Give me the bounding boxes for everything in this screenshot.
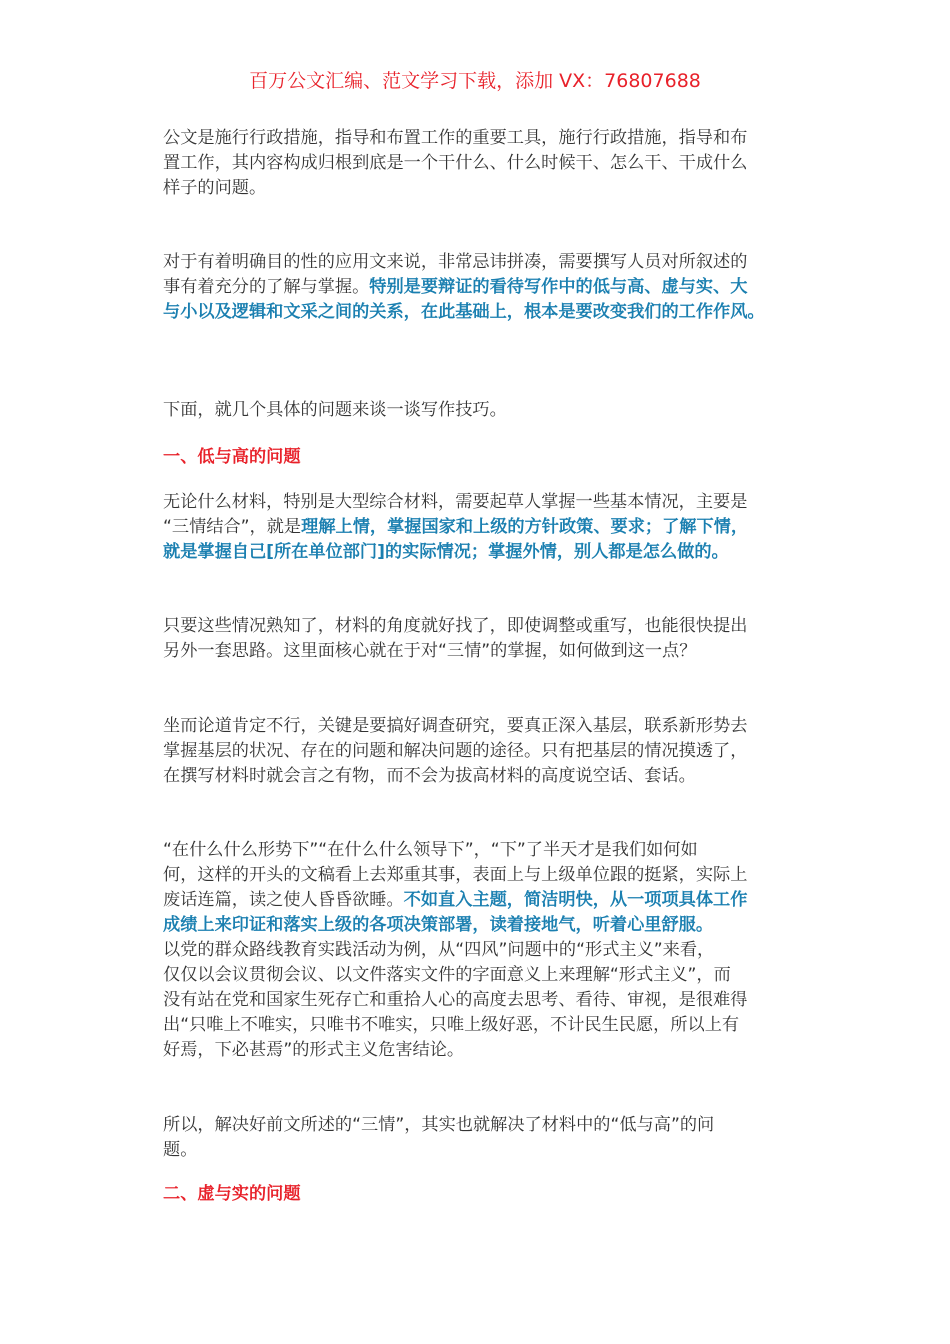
text: 好焉，下必甚焉”的形式主义危害结论。 bbox=[163, 1040, 465, 1060]
text: 何，这样的开头的文稿看上去郑重其事，表面上与上级单位跟的挺紧，实际上 bbox=[163, 865, 748, 885]
paragraph bbox=[163, 614, 803, 664]
text: 事有着充分的了解与掌握。 bbox=[163, 277, 370, 297]
text-line bbox=[163, 739, 803, 764]
highlighted-text: 与小以及逻辑和文采之间的关系，在此基础上，根本是要改变我们的工作作风。 bbox=[163, 302, 765, 322]
text: 二、虚与实的问题 bbox=[163, 1184, 301, 1204]
section-heading bbox=[163, 445, 803, 470]
paragraph bbox=[163, 1113, 803, 1163]
text: 样子的问题。 bbox=[163, 178, 267, 198]
text: 题。 bbox=[163, 1140, 198, 1160]
text-line bbox=[163, 1013, 803, 1038]
text-line bbox=[163, 938, 803, 963]
text-line bbox=[163, 126, 803, 151]
text: 在撰写材料时就会言之有物，而不会为拔高材料的高度说空话、套话。 bbox=[163, 766, 696, 786]
text-line bbox=[163, 863, 803, 888]
text-line bbox=[163, 1182, 803, 1207]
text-line bbox=[163, 300, 803, 325]
text-line bbox=[163, 398, 803, 423]
text-line bbox=[163, 838, 803, 863]
text-line bbox=[163, 614, 803, 639]
text: 所以，解决好前文所述的“三情”，其实也就解决了材料中的“低与高”的问 bbox=[163, 1115, 715, 1135]
text-line bbox=[163, 275, 803, 300]
text-line bbox=[163, 445, 803, 470]
text: 无论什么材料，特别是大型综合材料，需要起草人掌握一些基本情况，主要是 bbox=[163, 492, 748, 512]
highlighted-text: 成绩上来印证和落实上级的各项决策部署，读着接地气，听着心里舒服。 bbox=[163, 915, 714, 935]
text: 没有站在党和国家生死存亡和重拾人心的高度去思考、看待、审视，是很难得 bbox=[163, 990, 748, 1010]
text-line bbox=[163, 515, 803, 540]
paragraph bbox=[163, 838, 803, 1063]
text: 置工作，其内容构成归根到底是一个干什么、什么时候干、怎么干、干成什么 bbox=[163, 153, 748, 173]
text-line bbox=[163, 151, 803, 176]
text-line bbox=[163, 1113, 803, 1138]
paragraph bbox=[163, 490, 803, 565]
section-heading bbox=[163, 1182, 803, 1207]
watermark-header: 百万公文汇编、范文学习下载，添加 VX：76807688 bbox=[249, 70, 701, 92]
text-line bbox=[163, 1038, 803, 1063]
text: 只要这些情况熟知了，材料的角度就好找了，即使调整或重写，也能很快提出 bbox=[163, 616, 748, 636]
paragraph bbox=[163, 714, 803, 789]
text-line bbox=[163, 540, 803, 565]
text-line bbox=[163, 639, 803, 664]
text: 出“只唯上不唯实，只唯书不唯实，只唯上级好恶，不计民生民愿，所以上有 bbox=[163, 1015, 740, 1035]
text: “三情结合”，就是 bbox=[163, 517, 302, 537]
highlighted-text: 理解上情，掌握国家和上级的方针政策、要求；了解下情， bbox=[301, 517, 749, 537]
highlighted-text: 就是掌握自己[所在单位部门]的实际情况；掌握外情，别人都是怎么做的。 bbox=[163, 542, 729, 562]
text-line bbox=[163, 490, 803, 515]
text-line bbox=[163, 888, 803, 913]
text-line bbox=[163, 963, 803, 988]
highlighted-text: 特别是要辩证的看待写作中的低与高、虚与实、大 bbox=[369, 277, 748, 297]
text: 对于有着明确目的性的应用文来说，非常忌讳拼凑，需要撰写人员对所叙述的 bbox=[163, 252, 748, 272]
text: 下面，就几个具体的问题来谈一谈写作技巧。 bbox=[163, 400, 507, 420]
paragraph bbox=[163, 250, 803, 325]
paragraph bbox=[163, 398, 803, 423]
text: 一、低与高的问题 bbox=[163, 447, 301, 467]
text-line bbox=[163, 1138, 803, 1163]
text: 废话连篇，读之使人昏昏欲睡。 bbox=[163, 890, 404, 910]
text-line bbox=[163, 250, 803, 275]
text: 仅仅以会议贯彻会议、以文件落实文件的字面意义上来理解“形式主义”，而 bbox=[163, 965, 731, 985]
text: 坐而论道肯定不行，关键是要搞好调查研究，要真正深入基层，联系新形势去 bbox=[163, 716, 748, 736]
text-line bbox=[163, 176, 803, 201]
text-line bbox=[163, 913, 803, 938]
text-line bbox=[163, 764, 803, 789]
highlighted-text: 不如直入主题，简洁明快，从一项项具体工作 bbox=[403, 890, 748, 910]
text: 以党的群众路线教育实践活动为例，从“四风”问题中的“形式主义”来看， bbox=[163, 940, 715, 960]
text: 公文是施行行政措施，指导和布置工作的重要工具，施行行政措施，指导和布 bbox=[163, 128, 748, 148]
paragraph bbox=[163, 126, 803, 201]
text: 掌握基层的状况、存在的问题和解决问题的途径。只有把基层的情况摸透了， bbox=[163, 741, 748, 761]
text: “在什么什么形势下”“在什么什么领导下”，“下”了半天才是我们如何如 bbox=[163, 840, 698, 860]
text: 另外一套思路。这里面核心就在于对“三情”的掌握，如何做到这一点？ bbox=[163, 641, 697, 661]
text-line bbox=[163, 988, 803, 1013]
text-line bbox=[163, 714, 803, 739]
